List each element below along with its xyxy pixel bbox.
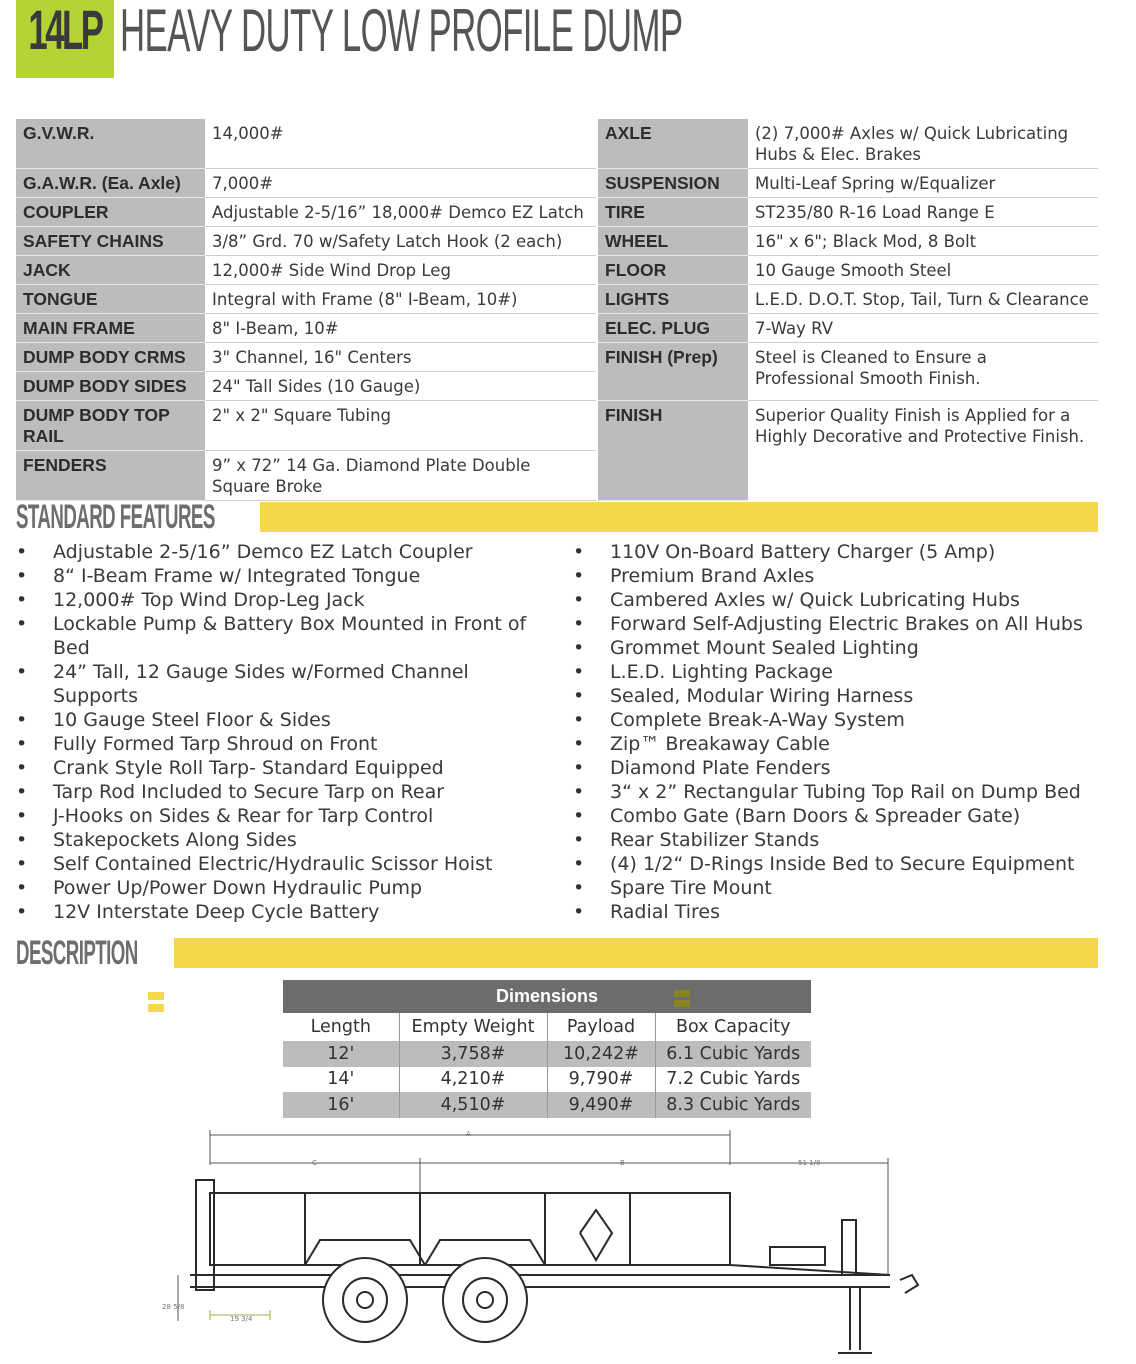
features-right-column [573, 540, 1098, 924]
wheels [323, 1258, 527, 1342]
label-b: B [620, 1159, 625, 1167]
standard-features-title: STANDARD FEATURES [16, 497, 215, 536]
decorative-mark [674, 990, 690, 997]
spec-row [16, 169, 1098, 198]
spec-row [16, 401, 1098, 451]
spec-row [16, 198, 1098, 227]
spec-label: WHEEL [597, 227, 748, 256]
feature-item: • Stakepockets Along Sides [16, 828, 543, 852]
spec-value: Integral with Frame (8" I-Beam, 10#) [205, 285, 597, 314]
feature-item: • Cambered Axles w/ Quick Lubricating Hubs [573, 588, 1098, 612]
dimensions-cell: 9,790# [547, 1067, 655, 1093]
dimensions-cell: 9,490# [547, 1092, 655, 1118]
feature-item: • 12V Interstate Deep Cycle Battery [16, 900, 543, 924]
spec-value: ST235/80 R-16 Load Range E [748, 198, 1098, 227]
standard-features-bar [260, 502, 1098, 532]
dimensions-table [283, 980, 811, 1118]
label-c: C [312, 1159, 317, 1167]
dimensions-cell: 14' [327, 1069, 355, 1090]
label-tongue-length: 51 1/8 [798, 1159, 821, 1167]
label-tail-length: 19 3/4 [230, 1315, 253, 1323]
feature-item: • Sealed, Modular Wiring Harness [573, 684, 1098, 708]
spec-label: ELEC. PLUG [597, 314, 748, 343]
feature-item: • Spare Tire Mount [573, 876, 1098, 900]
model-badge [16, 0, 114, 78]
description-bar [174, 938, 1098, 968]
feature-item: • Tarp Rod Included to Secure Tarp on Rear [16, 780, 543, 804]
page-title: HEAVY DUTY LOW PROFILE DUMP [120, 0, 683, 64]
dimensions-cell: 4,510# [399, 1092, 547, 1118]
spec-row [16, 343, 1098, 372]
spec-label: JACK [16, 256, 205, 285]
spec-value: (2) 7,000# Axles w/ Quick Lubricating Hubs & Elec. Brakes [748, 119, 1098, 169]
column-header: Empty Weight [399, 1013, 547, 1041]
dimensions-cell: 6.1 Cubic Yards [655, 1041, 811, 1067]
dimensions-row [283, 1041, 811, 1067]
spec-value: 3/8” Grd. 70 w/Safety Latch Hook (2 each) [205, 227, 597, 256]
spec-label: MAIN FRAME [16, 314, 205, 343]
dimensions-cell: 10,242# [547, 1041, 655, 1067]
spec-value: Multi-Leaf Spring w/Equalizer [748, 169, 1098, 198]
spec-value: 12,000# Side Wind Drop Leg [205, 256, 597, 285]
feature-item: • 110V On-Board Battery Charger (5 Amp) [573, 540, 1098, 564]
trailer-body [190, 1180, 918, 1353]
column-header: Box Capacity [655, 1013, 811, 1041]
spec-value: 7-Way RV [748, 314, 1098, 343]
spec-value: 8" I-Beam, 10# [205, 314, 597, 343]
spec-label: SAFETY CHAINS [16, 227, 205, 256]
dimensions-row [283, 1092, 811, 1118]
feature-item: • Self Contained Electric/Hydraulic Scissor Hoist [16, 852, 543, 876]
dimensions-cell: 4,210# [399, 1067, 547, 1093]
spec-value: 24" Tall Sides (10 Gauge) [205, 372, 597, 401]
dimensions-row [283, 1067, 811, 1093]
spec-row [16, 285, 1098, 314]
feature-item: • J-Hooks on Sides & Rear for Tarp Control [16, 804, 543, 828]
spec-label: DUMP BODY CRMS [16, 343, 205, 372]
spec-row [16, 119, 1098, 169]
feature-item: • 10 Gauge Steel Floor & Sides [16, 708, 543, 732]
feature-item: • Crank Style Roll Tarp- Standard Equipped [16, 756, 543, 780]
spec-label: DUMP BODY TOP RAIL [16, 401, 205, 451]
feature-item: • Premium Brand Axles [573, 564, 1098, 588]
spec-label: TONGUE [16, 285, 205, 314]
spec-label: G.A.W.R. (Ea. Axle) [16, 169, 205, 198]
dimensions-cell: 16' [283, 1092, 399, 1118]
spec-row [16, 314, 1098, 343]
feature-item: • Rear Stabilizer Stands [573, 828, 1098, 852]
page-header [16, 0, 1090, 78]
label-deck-height: 28 5/8 [162, 1303, 185, 1311]
feature-item: • Diamond Plate Fenders [573, 756, 1098, 780]
spec-label: FINISH (Prep) [597, 343, 748, 401]
spec-value: Adjustable 2-5/16” 18,000# Demco EZ Latch [205, 198, 597, 227]
feature-item: • Adjustable 2-5/16” Demco EZ Latch Coupler [16, 540, 543, 564]
spec-row [16, 256, 1098, 285]
feature-item: • Grommet Mount Sealed Lighting [573, 636, 1098, 660]
feature-item: • Forward Self-Adjusting Electric Brakes on All Hubs [573, 612, 1098, 636]
model-number: 14LP [28, 0, 102, 61]
spec-label: SUSPENSION [597, 169, 748, 198]
spec-label: G.V.W.R. [16, 119, 205, 169]
spec-label: FENDERS [16, 451, 205, 501]
spec-value: 3" Channel, 16" Centers [205, 343, 597, 372]
spec-label: FINISH [597, 401, 748, 501]
spec-value: L.E.D. D.O.T. Stop, Tail, Turn & Clearance [748, 285, 1098, 314]
spec-value: 14,000# [205, 119, 597, 169]
feature-item: • Zip™ Breakaway Cable [573, 732, 1098, 756]
feature-item: • 8“ I-Beam Frame w/ Integrated Tongue [16, 564, 543, 588]
features-left-column [16, 540, 573, 924]
feature-item: • L.E.D. Lighting Package [573, 660, 1098, 684]
feature-item: • Complete Break-A-Way System [573, 708, 1098, 732]
description-header [16, 933, 1098, 972]
feature-item: • 12,000# Top Wind Drop-Leg Jack [16, 588, 543, 612]
column-header: Payload [547, 1013, 655, 1041]
dimensions-column-headers [283, 1013, 811, 1041]
spec-label: COUPLER [16, 198, 205, 227]
dimensions-title: Dimensions [283, 980, 811, 1013]
feature-item: • Lockable Pump & Battery Box Mounted in Front of Bed [16, 612, 543, 660]
spec-value: 2" x 2" Square Tubing [205, 401, 597, 451]
spec-row [16, 227, 1098, 256]
feature-item: • Combo Gate (Barn Doors & Spreader Gate) [573, 804, 1098, 828]
feature-item: • 3“ x 2” Rectangular Tubing Top Rail on Dump Bed [573, 780, 1098, 804]
decorative-mark [148, 1004, 164, 1012]
trailer-drawing [160, 1125, 930, 1364]
dimensions-cell: 12' [283, 1041, 399, 1067]
spec-table [16, 119, 1098, 501]
spec-value: 9” x 72” 14 Ga. Diamond Plate Double Square Broke [205, 451, 597, 501]
decorative-mark [148, 992, 164, 1000]
feature-item: • Fully Formed Tarp Shroud on Front [16, 732, 543, 756]
feature-item: • Power Up/Power Down Hydraulic Pump [16, 876, 543, 900]
dimensions-cell: 3,758# [399, 1041, 547, 1067]
spec-value: 7,000# [205, 169, 597, 198]
spec-value: 10 Gauge Smooth Steel [748, 256, 1098, 285]
standard-features-header [16, 497, 1098, 536]
label-a: A [466, 1130, 471, 1138]
spec-value: 16" x 6"; Black Mod, 8 Bolt [748, 227, 1098, 256]
decorative-mark [674, 1000, 690, 1007]
spec-label: AXLE [597, 119, 748, 169]
spec-label: LIGHTS [597, 285, 748, 314]
spec-label: DUMP BODY SIDES [16, 372, 205, 401]
spec-value: Steel is Cleaned to Ensure a Professional Smooth Finish. [748, 343, 1098, 401]
spec-label: TIRE [597, 198, 748, 227]
features-list [16, 540, 1098, 924]
feature-item: • (4) 1/2“ D-Rings Inside Bed to Secure Equipment [573, 852, 1098, 876]
dimensions-cell: 8.3 Cubic Yards [655, 1092, 811, 1118]
description-title: DESCRIPTION [16, 933, 138, 972]
column-header: Length [310, 1017, 371, 1037]
dimensions-cell: 7.2 Cubic Yards [655, 1067, 811, 1093]
spec-value: Superior Quality Finish is Applied for a Highly Decorative and Protective Finish. [748, 401, 1098, 501]
feature-item: • 24” Tall, 12 Gauge Sides w/Formed Channel Supports [16, 660, 543, 708]
spec-label: FLOOR [597, 256, 748, 285]
feature-item: • Radial Tires [573, 900, 1098, 924]
